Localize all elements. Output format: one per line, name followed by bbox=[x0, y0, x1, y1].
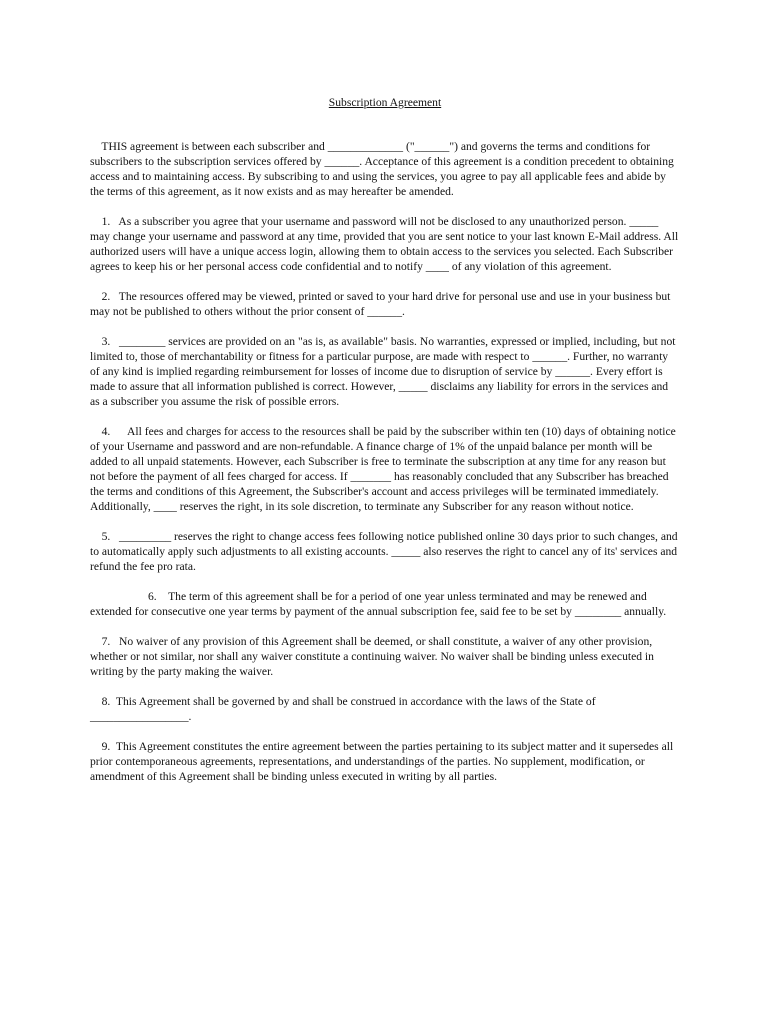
clause-4-paragraph: 4. All fees and charges for access to the resources shall be paid by the subscriber within ten (10) days of obtaining notice of your Username and password and are non-refundable. A finance charge of 1% of the unpaid balance per month will be added to all unpaid statements. However, each Subscriber is free to terminate the subscription at any time for any reason but not before the payment of all fees charged for access. If _______ has reasonably concluded that any Subscriber has breached the terms and conditions of this Agreement, the Subscriber's account and access privileges will be terminated immediately. Additionally, ____ reserves the right, in its sole discretion, to terminate any Subscriber for any reason without notice. bbox=[90, 425, 676, 513]
clause-5-paragraph: 5. _________ reserves the right to change access fees following notice published online 30 days prior to such changes, and to automatically apply such adjustments to all existing accounts. _____ also reserves the right to cancel any of its' services and refund the fee pro rata. bbox=[90, 530, 678, 573]
document-title: Subscription Agreement bbox=[328, 96, 442, 109]
clause-2-paragraph: 2. The resources offered may be viewed, printed or saved to your hard drive for personal use and use in your business but may not be published to others without the prior consent of ______. bbox=[90, 290, 671, 318]
clause-6-paragraph: 6. The term of this agreement shall be for a period of one year unless terminated and may be renewed and extended for consecutive one year terms by payment of the annual subscription fee, said fee to be set by ________ annually. bbox=[90, 590, 667, 618]
clause-3-paragraph: 3. ________ services are provided on an "as is, as available" basis. No warranties, expressed or implied, including, but not limited to, those of merchantability or fitness for a particular purpose, are made with respect to ______. Further, no warranty of any kind is implied regarding reimbursement for losses of income due to disruption of service by ______. Every effort is made to assure that all information published is correct. However, _____ disclaims any liability for errors in the services and as a subscriber you assume the risk of possible errors. bbox=[90, 335, 676, 408]
document-body bbox=[90, 139, 680, 799]
clause-7-paragraph: 7. No waiver of any provision of this Agreement shall be deemed, or shall constitute, a waiver of any other provision, whether or not similar, nor shall any waiver constitute a continuing waiver. No waiver shall be binding unless executed in writing by the party making the waiver. bbox=[90, 635, 654, 678]
clause-1-paragraph: 1. As a subscriber you agree that your username and password will not be disclosed to any unauthorized person. _____ may change your username and password at any time, provided that you are sent notice to your last known E-Mail address. All authorized users will have a unique access login, allowing them to obtain access to the services you selected. Each Subscriber agrees to keep his or her personal access code confidential and to notify ____ of any violation of this agreement. bbox=[90, 215, 679, 273]
clause-8-paragraph: 8. This Agreement shall be governed by and shall be construed in accordance with the laws of the State of _________________. bbox=[90, 695, 596, 723]
intro-paragraph: THIS agreement is between each subscriber and _____________ ("______") and governs the terms and conditions for subscribers to the subscription services offered by ______. Acceptance of this agreement is a condition precedent to obtaining access and to maintaining access. By subscribing to and using the services, you agree to pay all applicable fees and abide by the terms of this agreement, as it now exists and as may hereafter be amended. bbox=[90, 140, 674, 198]
clause-9-paragraph: 9. This Agreement constitutes the entire agreement between the parties pertaining to its subject matter and it supersedes all prior contemporaneous agreements, representations, and understandings of the parties. No supplement, modification, or amendment of this Agreement shall be binding unless executed in writing by all parties. bbox=[90, 740, 674, 783]
document-title-wrap bbox=[0, 95, 770, 110]
